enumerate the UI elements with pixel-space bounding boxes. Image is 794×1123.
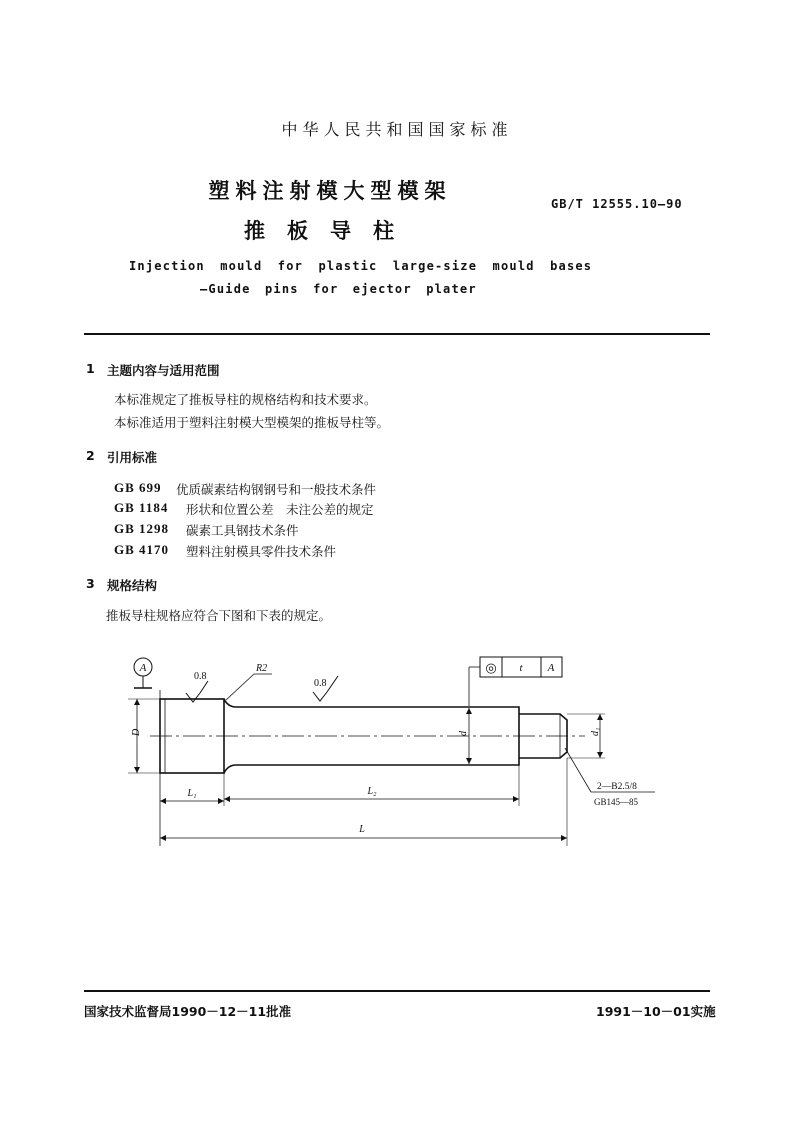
effective-date: 1991－10－01实施 [596, 1004, 716, 1019]
section-2-number: 2 [86, 448, 95, 463]
center-hole-label: 2—B2.5/8 [597, 782, 637, 792]
dim-d1: d₁ [590, 727, 601, 736]
dim-L2: L₂ [367, 786, 377, 797]
reference-title: 塑料注射模具零件技术条件 [186, 544, 337, 559]
reference-code: GB 699 [114, 480, 162, 495]
section-1-paragraph: 本标准适用于塑料注射模大型模架的推板导柱等。 [114, 415, 390, 430]
reference-title: 优质碳素结构钢钢号和一般技术条件 [176, 482, 377, 497]
reference-code: GB 4170 [114, 542, 170, 557]
section-3-paragraph: 推板导柱规格应符合下图和下表的规定。 [106, 608, 332, 623]
english-subtitle: —Guide pins for ejector plater [200, 282, 477, 296]
dim-L: L [359, 824, 365, 835]
reference-code: GB 1298 [114, 521, 170, 536]
national-standard-heading: 中华人民共和国国家标准 [281, 120, 513, 139]
roughness-left: 0.8 [194, 671, 207, 682]
document-title: 塑料注射模大型模架 [208, 179, 452, 203]
standard-number: GB/T 12555.10—90 [551, 197, 683, 211]
dim-D: D [131, 728, 142, 736]
center-hole-standard: GB145—85 [594, 797, 639, 807]
section-3-title: 规格结构 [107, 578, 158, 593]
reference-title: 碳素工具钢技术条件 [186, 523, 299, 538]
tolerance-datum: A [547, 662, 555, 674]
section-2-title: 引用标准 [107, 450, 158, 465]
dim-d: d [458, 731, 469, 736]
reference-title: 形状和位置公差 未注公差的规定 [186, 502, 374, 517]
section-3-number: 3 [86, 576, 95, 591]
datum-label: A [139, 662, 147, 674]
document-subtitle: 推板导柱 [244, 219, 416, 243]
reference-code: GB 1184 [114, 500, 169, 515]
roughness-right: 0.8 [314, 678, 327, 689]
tolerance-symbol: ◎ [485, 660, 497, 675]
english-title: Injection mould for plastic large-size mould bases [129, 259, 593, 273]
radius-label: R2 [256, 663, 268, 674]
section-1-title: 主题内容与适用范围 [107, 363, 220, 378]
tolerance-value: t [519, 662, 523, 674]
section-1-number: 1 [86, 361, 95, 376]
section-1-paragraph: 本标准规定了推板导柱的规格结构和技术要求。 [114, 392, 377, 407]
approval-date: 国家技术监督局1990－12－11批准 [84, 1004, 292, 1019]
dim-L1: L₁ [187, 788, 197, 799]
footer-divider [84, 990, 710, 992]
